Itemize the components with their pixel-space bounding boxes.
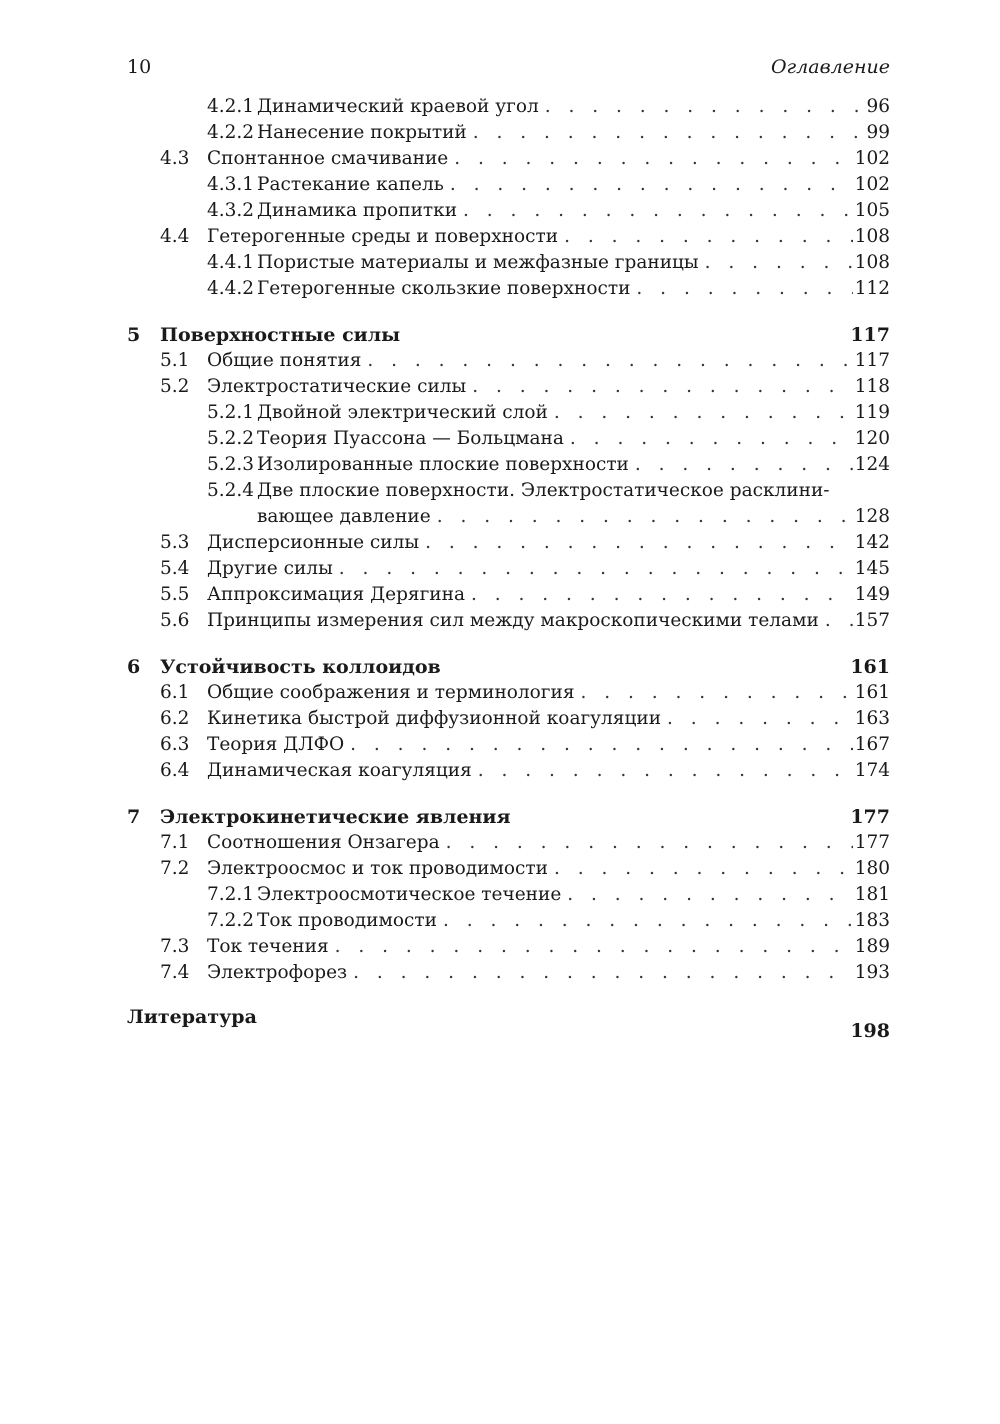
- leader-dots: [454, 146, 852, 172]
- toc-entry[interactable]: [127, 478, 890, 530]
- toc-entry-number: 6.4: [160, 760, 190, 781]
- toc-entry-title: Аппроксимация Дерягина: [207, 582, 471, 608]
- toc-entry-page: 161: [853, 680, 890, 706]
- leader-dots: [545, 94, 865, 120]
- leader-dots: [471, 582, 853, 608]
- literature-page: 198: [850, 1020, 890, 1042]
- toc-entry-page: 102: [853, 146, 890, 172]
- toc-entry-title: Гетерогенные среды и поверхности: [207, 224, 564, 250]
- toc-entry-page: 120: [853, 426, 890, 452]
- toc-entry-page: 183: [853, 908, 890, 934]
- toc-entry-title: Теория ДЛФО: [207, 732, 350, 758]
- toc-entry-page: 108: [853, 250, 890, 276]
- running-head: Оглавление: [770, 56, 890, 78]
- leader-dots: [567, 882, 852, 908]
- toc-entry-title: Динамическая коагуляция: [207, 758, 478, 784]
- toc-entry-number: 4.4: [160, 226, 190, 247]
- literature-heading[interactable]: [127, 1006, 890, 1046]
- toc-entry-number: 4.2.2: [207, 122, 255, 143]
- leader-dots: [353, 960, 853, 986]
- toc-entry[interactable]: [127, 400, 890, 426]
- leader-dots: [335, 934, 853, 960]
- leader-dots: [350, 732, 853, 758]
- toc-entry-number: 4.3.2: [207, 200, 255, 221]
- toc-entry-page: 108: [853, 224, 890, 250]
- toc-entry-number: 5.5: [160, 584, 190, 605]
- toc-entry-page: 167: [853, 732, 890, 758]
- toc-entry[interactable]: [127, 250, 890, 276]
- toc-entry-page: 142: [853, 530, 890, 556]
- toc-entry[interactable]: [127, 426, 890, 452]
- toc-entry-number: 7.2.2: [207, 910, 255, 931]
- toc-entry-number: 5.4: [160, 558, 190, 579]
- toc-entry[interactable]: [127, 608, 890, 634]
- toc-entry-title: Соотношения Онзагера: [207, 830, 446, 856]
- chapter-heading[interactable]: [127, 322, 890, 348]
- toc-entry-number: 5.1: [160, 350, 190, 371]
- toc-entry[interactable]: [127, 374, 890, 400]
- leader-dots: [443, 908, 853, 934]
- toc-entry[interactable]: [127, 146, 890, 172]
- toc-entry-number: 4.4.1: [207, 252, 255, 273]
- chapter-number: 7: [127, 806, 141, 828]
- chapter-page: 177: [850, 806, 890, 828]
- toc-entry-title: Пористые материалы и межфазные границы: [257, 250, 705, 276]
- chapter-title: Электрокинетические явления: [160, 806, 511, 828]
- toc-entry-title: Гетерогенные скользкие поверхности: [257, 276, 636, 302]
- toc-entry-number: 4.3.1: [207, 174, 255, 195]
- toc-entry[interactable]: [127, 882, 890, 908]
- leader-dots: [446, 830, 853, 856]
- leader-dots: [636, 276, 852, 302]
- toc-entry-title: Общие соображения и терминология: [207, 680, 581, 706]
- toc-entry-title-line2: вающее давление: [257, 504, 437, 530]
- toc-entry[interactable]: [127, 94, 890, 120]
- leader-dots: [825, 608, 853, 634]
- toc-entry-number: 7.2.1: [207, 884, 255, 905]
- toc-entry-number: 5.2.1: [207, 402, 255, 423]
- toc-entry[interactable]: [127, 908, 890, 934]
- leader-dots: [437, 504, 853, 530]
- toc-entry-number: 4.3: [160, 148, 190, 169]
- toc-entry-title: Нанесение покрытий: [257, 120, 473, 146]
- page-number: 10: [127, 56, 152, 78]
- toc-entry-page: 105: [853, 198, 890, 224]
- toc-entry-title: Общие понятия: [207, 348, 367, 374]
- chapter-page: 161: [850, 656, 890, 678]
- toc-entry[interactable]: [127, 960, 890, 986]
- toc-entry-page: 102: [853, 172, 890, 198]
- toc-entry-page: 99: [864, 120, 890, 146]
- leader-dots: [425, 530, 853, 556]
- chapter-heading[interactable]: [127, 654, 890, 680]
- leader-dots: [478, 758, 853, 784]
- toc-entry-number: 5.2.4: [207, 480, 255, 501]
- toc-entry-title: Электростатические силы: [207, 374, 472, 400]
- toc-entry[interactable]: [127, 276, 890, 302]
- toc-entry-title: Теория Пуассона — Больцмана: [257, 426, 570, 452]
- toc-entry-title: Растекание капель: [257, 172, 450, 198]
- leader-dots: [463, 198, 853, 224]
- toc-entry[interactable]: [127, 732, 890, 758]
- leader-dots: [564, 224, 853, 250]
- toc-entry-page: 112: [853, 276, 890, 302]
- toc-entry[interactable]: [127, 120, 890, 146]
- leader-dots: [635, 452, 853, 478]
- toc-entry-number: 5.2.3: [207, 454, 255, 475]
- toc-entry-page: 157: [853, 608, 890, 634]
- chapter-page: 117: [850, 324, 890, 346]
- toc-entry[interactable]: [127, 856, 890, 882]
- toc-entry-page: 180: [853, 856, 890, 882]
- toc-entry[interactable]: [127, 758, 890, 784]
- toc-entry-number: 7.3: [160, 936, 190, 957]
- toc-entry[interactable]: [127, 830, 890, 856]
- toc-entry-title: Другие силы: [207, 556, 339, 582]
- toc-entry-page: 181: [853, 882, 890, 908]
- leader-dots: [339, 556, 853, 582]
- toc-entry-number: 5.3: [160, 532, 190, 553]
- toc-entry[interactable]: [127, 530, 890, 556]
- toc-entry-title: Спонтанное смачивание: [207, 146, 454, 172]
- toc-entry-title: Электроосмотическое течение: [257, 882, 567, 908]
- leader-dots: [570, 426, 853, 452]
- toc-entry-title-line1: Две плоские поверхности. Электростатическое расклини-: [257, 480, 830, 501]
- toc-entry-title: Изолированные плоские поверхности: [257, 452, 635, 478]
- chapter-title: Устойчивость коллоидов: [160, 656, 441, 678]
- toc-entry-title: Динамика пропитки: [257, 198, 463, 224]
- toc-entry[interactable]: [127, 452, 890, 478]
- leader-dots: [472, 374, 852, 400]
- toc-entry-title: Двойной электрический слой: [257, 400, 554, 426]
- chapter-heading[interactable]: [127, 804, 890, 830]
- toc-entry-number: 4.4.2: [207, 278, 255, 299]
- literature-title: Литература: [127, 1006, 257, 1028]
- toc-entry-number: 5.2.2: [207, 428, 255, 449]
- toc-entry-page: 174: [853, 758, 890, 784]
- leader-dots: [581, 680, 853, 706]
- table-of-contents: [127, 94, 890, 1046]
- leader-dots: [667, 706, 853, 732]
- toc-entry-title: Динамический краевой угол: [257, 94, 545, 120]
- leader-dots: [705, 250, 853, 276]
- toc-entry-page: 177: [853, 830, 890, 856]
- toc-entry-page: 119: [853, 400, 890, 426]
- toc-entry[interactable]: [127, 172, 890, 198]
- chapter-number: 6: [127, 656, 141, 678]
- toc-entry-number: 6.3: [160, 734, 190, 755]
- toc-entry-title: Электрофорез: [207, 960, 353, 986]
- toc-entry[interactable]: [127, 934, 890, 960]
- toc-entry-title: Электроосмос и ток проводимости: [207, 856, 554, 882]
- toc-entry-page: 124: [853, 452, 890, 478]
- toc-entry-number: 7.2: [160, 858, 190, 879]
- toc-entry-number: 7.1: [160, 832, 190, 853]
- leader-dots: [473, 120, 865, 146]
- toc-entry-page: 189: [853, 934, 890, 960]
- leader-dots: [450, 172, 853, 198]
- leader-dots: [367, 348, 852, 374]
- toc-entry[interactable]: [127, 224, 890, 250]
- toc-entry-title: Принципы измерения сил между макроскопическими телами: [207, 608, 825, 634]
- toc-entry-page: 145: [853, 556, 890, 582]
- toc-entry-number: 6.1: [160, 682, 190, 703]
- toc-entry-title: Дисперсионные силы: [207, 530, 425, 556]
- toc-entry-page: 193: [853, 960, 890, 986]
- toc-entry-page: 128: [853, 504, 890, 530]
- leader-dots: [554, 400, 853, 426]
- toc-entry-title: Кинетика быстрой диффузионной коагуляции: [207, 706, 667, 732]
- toc-entry-number: 5.6: [160, 610, 190, 631]
- toc-entry-title: Ток течения: [207, 934, 335, 960]
- toc-entry-number: 5.2: [160, 376, 190, 397]
- toc-entry-number: 4.2.1: [207, 96, 255, 117]
- toc-entry[interactable]: [127, 680, 890, 706]
- toc-entry-page: 117: [853, 348, 890, 374]
- toc-entry[interactable]: [127, 582, 890, 608]
- toc-entry-page: 149: [853, 582, 890, 608]
- toc-entry[interactable]: [127, 706, 890, 732]
- toc-entry-page: 118: [853, 374, 890, 400]
- toc-entry-page: 163: [853, 706, 890, 732]
- toc-entry[interactable]: [127, 198, 890, 224]
- toc-entry-title: Ток проводимости: [257, 908, 443, 934]
- chapter-number: 5: [127, 324, 141, 346]
- toc-entry-page: 96: [864, 94, 890, 120]
- chapter-title: Поверхностные силы: [160, 324, 401, 346]
- leader-dots: [554, 856, 853, 882]
- toc-entry[interactable]: [127, 556, 890, 582]
- toc-entry[interactable]: [127, 348, 890, 374]
- toc-entry-number: 6.2: [160, 708, 190, 729]
- toc-entry-number: 7.4: [160, 962, 190, 983]
